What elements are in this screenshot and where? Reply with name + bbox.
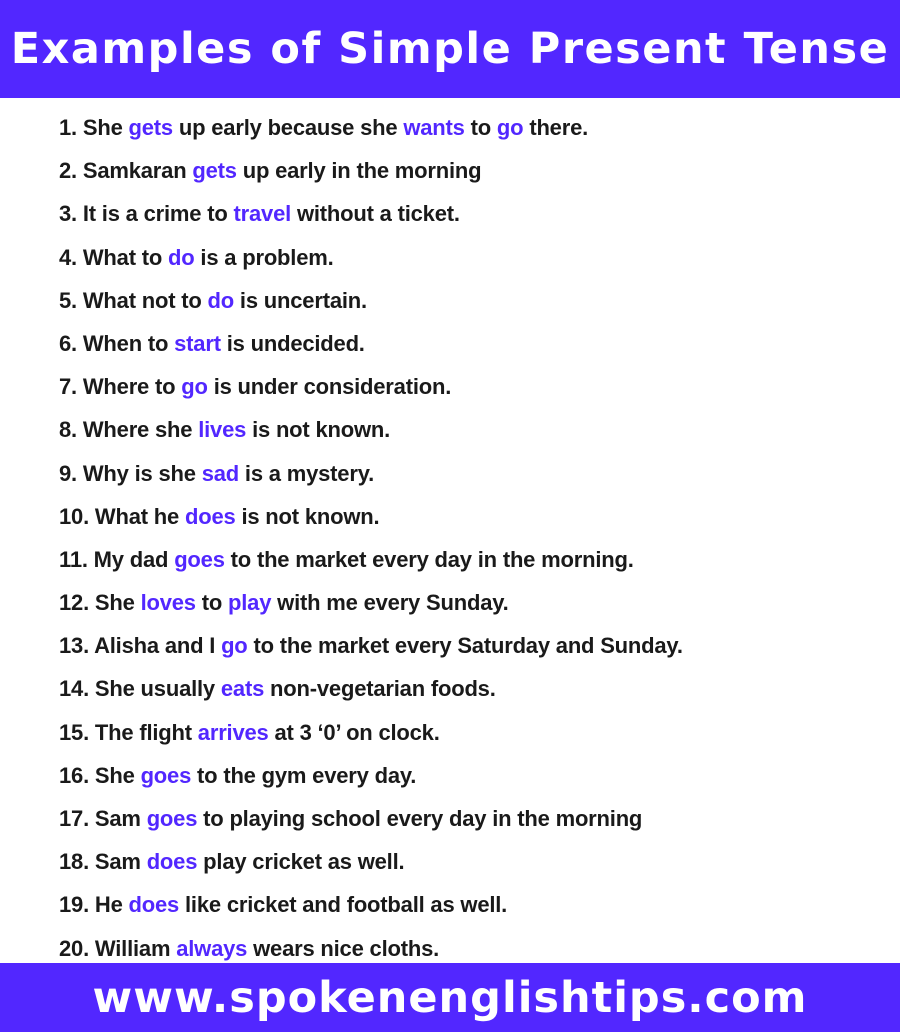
sentence-text: without a ticket. <box>291 201 460 227</box>
example-sentence <box>59 840 889 883</box>
sentence-text: to the gym every day. <box>191 762 417 788</box>
highlighted-verb: arrives <box>197 719 269 745</box>
example-sentence <box>59 711 889 754</box>
sentence-text: there. <box>523 115 589 140</box>
example-sentence <box>59 495 889 538</box>
example-sentence <box>59 754 889 797</box>
highlighted-verb: loves <box>140 590 196 616</box>
highlighted-verb: goes <box>140 762 192 788</box>
highlighted-verb: go <box>181 374 208 400</box>
example-sentence <box>59 192 889 235</box>
page-title: Examples of Simple Present Tense <box>10 24 890 74</box>
highlighted-verb: do <box>168 244 195 270</box>
sentence-text: play cricket as well. <box>197 849 405 875</box>
highlighted-verb: go <box>496 115 524 140</box>
sentence-text: 5. What not to <box>59 287 208 313</box>
example-sentence <box>59 667 889 710</box>
highlighted-verb: goes <box>146 806 198 831</box>
sentence-text: 12. She <box>59 590 141 616</box>
sentence-text: 6. When to <box>59 330 175 356</box>
footer-banner <box>0 963 900 1032</box>
highlighted-verb: sad <box>201 460 240 486</box>
highlighted-verb: does <box>128 892 180 918</box>
example-sentence <box>59 365 889 408</box>
sentence-text: 3. It is a crime to <box>59 201 234 227</box>
sentence-text: 19. He <box>59 892 129 918</box>
example-sentence <box>59 538 889 581</box>
sentence-text: is under consideration. <box>207 374 452 400</box>
highlighted-verb: go <box>221 633 248 659</box>
example-sentence <box>59 452 889 495</box>
highlighted-verb: wants <box>403 115 465 140</box>
sentence-text: is a problem. <box>194 244 334 270</box>
sentence-text: is not known. <box>235 503 380 529</box>
highlighted-verb: play <box>228 590 272 616</box>
sentence-text: 11. My dad <box>59 546 175 572</box>
sentence-text: with me every Sunday. <box>271 590 509 616</box>
sentence-text: is undecided. <box>220 330 365 356</box>
highlighted-verb: do <box>207 287 235 313</box>
sentence-text: 13. Alisha and I <box>59 633 222 659</box>
sentence-text: 8. Where she <box>59 417 199 443</box>
example-sentence <box>59 322 889 365</box>
sentence-text: is a mystery. <box>239 460 375 486</box>
highlighted-verb: does <box>184 503 236 529</box>
sentence-text: to <box>195 590 229 616</box>
highlighted-verb: start <box>174 330 221 356</box>
sentence-text: 17. Sam <box>59 806 147 831</box>
highlighted-verb: lives <box>198 417 247 443</box>
sentence-text: wears nice cloths. <box>247 935 440 961</box>
highlighted-verb: does <box>146 849 198 875</box>
sentence-text: 9. Why is she <box>59 460 202 486</box>
sentence-text: 14. She usually <box>59 676 221 702</box>
sentence-text: up early because she <box>172 115 404 140</box>
sentence-text: to <box>464 115 497 140</box>
header-banner <box>0 0 900 98</box>
sentence-text: to the market every day in the morning. <box>224 546 634 572</box>
sentence-text: to playing school every day in the morning <box>197 806 643 831</box>
sentence-text: 7. Where to <box>59 374 182 400</box>
example-list <box>59 106 889 970</box>
example-sentence <box>59 106 889 149</box>
example-sentence <box>59 279 889 322</box>
sentence-text: is uncertain. <box>234 287 367 313</box>
highlighted-verb: travel <box>233 201 292 227</box>
example-sentence <box>59 883 889 926</box>
sentence-text: to the market every Saturday and Sunday. <box>247 633 683 659</box>
example-sentence <box>59 236 889 279</box>
sentence-text: 18. Sam <box>59 849 147 875</box>
website-url: www.spokenenglishtips.com <box>92 972 808 1023</box>
sentence-text: is not known. <box>246 417 391 443</box>
sentence-text: 1. She <box>59 115 129 140</box>
sentence-text: 10. What he <box>59 503 185 529</box>
sentence-text: like cricket and football as well. <box>179 892 508 918</box>
sentence-text: 15. The flight <box>59 719 198 745</box>
highlighted-verb: gets <box>128 115 173 140</box>
example-sentence <box>59 797 889 840</box>
example-sentence <box>59 624 889 667</box>
sentence-text: 4. What to <box>59 244 169 270</box>
highlighted-verb: goes <box>174 546 225 572</box>
sentence-text: at 3 ‘0’ on clock. <box>268 719 440 745</box>
sentence-text: 16. She <box>59 762 141 788</box>
sentence-text: non-vegetarian foods. <box>264 676 496 702</box>
sentence-text: 2. Samkaran <box>59 158 193 184</box>
example-sentence <box>59 149 889 192</box>
sentence-text: 20. William <box>59 935 177 961</box>
highlighted-verb: eats <box>220 676 265 702</box>
sentence-text: up early in the morning <box>236 158 482 184</box>
example-sentence <box>59 408 889 451</box>
example-sentence <box>59 581 889 624</box>
highlighted-verb: always <box>176 935 248 961</box>
highlighted-verb: gets <box>192 158 237 184</box>
